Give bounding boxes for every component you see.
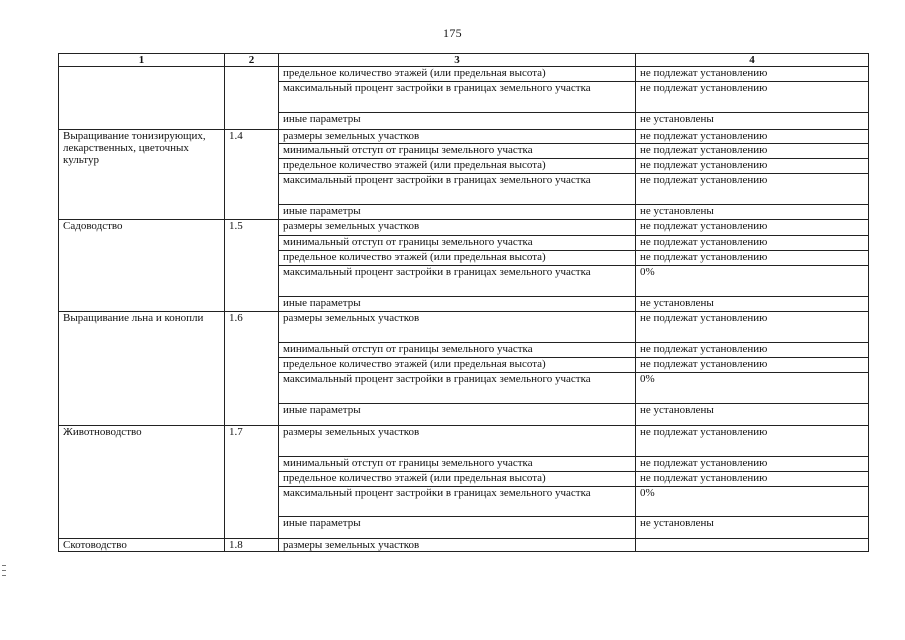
land-use-code: 1.6 bbox=[225, 312, 279, 426]
edge-mark bbox=[2, 570, 6, 571]
parameter-value: 0% bbox=[636, 487, 869, 517]
table-header-row bbox=[59, 54, 869, 67]
parameter-value: не подлежат установлению bbox=[636, 426, 869, 457]
land-use-code: 1.4 bbox=[225, 130, 279, 220]
parameter-name: предельное количество этажей (или предельная высота) bbox=[279, 251, 636, 266]
land-use-code bbox=[225, 67, 279, 130]
parameter-value: не установлены bbox=[636, 517, 869, 539]
parameter-value: не подлежат установлению bbox=[636, 457, 869, 472]
land-use-name: Скотоводство bbox=[59, 539, 225, 552]
header-col-1: 1 bbox=[59, 54, 225, 67]
parameter-name: максимальный процент застройки в границах земельного участка bbox=[279, 266, 636, 297]
parameter-name: предельное количество этажей (или предельная высота) bbox=[279, 67, 636, 82]
parameter-value: не установлены bbox=[636, 297, 869, 312]
parameter-value: 0% bbox=[636, 266, 869, 297]
regulations-table bbox=[58, 53, 869, 552]
land-use-code: 1.7 bbox=[225, 426, 279, 539]
parameter-name: размеры земельных участков bbox=[279, 312, 636, 343]
parameter-value: 0% bbox=[636, 373, 869, 404]
parameter-value: не подлежат установлению bbox=[636, 220, 869, 236]
table-body bbox=[59, 67, 869, 552]
parameter-value: не подлежат установлению bbox=[636, 67, 869, 82]
parameter-name: максимальный процент застройки в границах земельного участка bbox=[279, 373, 636, 404]
parameter-name: минимальный отступ от границы земельного участка bbox=[279, 236, 636, 251]
table-row bbox=[59, 539, 869, 552]
header-col-3: 3 bbox=[279, 54, 636, 67]
land-use-code: 1.5 bbox=[225, 220, 279, 312]
parameter-name: максимальный процент застройки в границах земельного участка bbox=[279, 487, 636, 517]
land-use-name: Садоводство bbox=[59, 220, 225, 312]
edge-mark bbox=[2, 565, 6, 566]
land-use-code: 1.8 bbox=[225, 539, 279, 552]
edge-mark bbox=[2, 575, 6, 576]
land-use-name: Животноводство bbox=[59, 426, 225, 539]
parameter-value: не подлежат установлению bbox=[636, 144, 869, 159]
parameter-value: не подлежат установлению bbox=[636, 174, 869, 205]
parameter-name: иные параметры bbox=[279, 404, 636, 426]
header-col-2: 2 bbox=[225, 54, 279, 67]
page-number: 175 bbox=[443, 26, 462, 40]
parameter-name: размеры земельных участков bbox=[279, 426, 636, 457]
parameter-name: размеры земельных участков bbox=[279, 130, 636, 144]
parameter-name: предельное количество этажей (или предельная высота) bbox=[279, 472, 636, 487]
parameter-value: не установлены bbox=[636, 404, 869, 426]
parameter-value: не подлежат установлению bbox=[636, 82, 869, 113]
parameter-name: иные параметры bbox=[279, 205, 636, 220]
parameter-value: не установлены bbox=[636, 113, 869, 130]
parameter-name: минимальный отступ от границы земельного участка bbox=[279, 457, 636, 472]
parameter-name: иные параметры bbox=[279, 297, 636, 312]
land-use-name: Выращивание льна и конопли bbox=[59, 312, 225, 426]
parameter-name: иные параметры bbox=[279, 113, 636, 130]
parameter-value: не установлены bbox=[636, 205, 869, 220]
parameter-value: не подлежат установлению bbox=[636, 251, 869, 266]
header-col-4: 4 bbox=[636, 54, 869, 67]
parameter-name: максимальный процент застройки в границах земельного участка bbox=[279, 174, 636, 205]
parameter-value: не подлежат установлению bbox=[636, 312, 869, 343]
table-row bbox=[59, 312, 869, 343]
parameter-name: размеры земельных участков bbox=[279, 220, 636, 236]
parameter-name: размеры земельных участков bbox=[279, 539, 636, 552]
parameter-value: не подлежат установлению bbox=[636, 358, 869, 373]
table-row bbox=[59, 67, 869, 82]
parameter-value: не подлежат установлению bbox=[636, 343, 869, 358]
table-row bbox=[59, 130, 869, 144]
parameter-name: минимальный отступ от границы земельного участка bbox=[279, 144, 636, 159]
parameter-value bbox=[636, 539, 869, 552]
land-use-name: Выращивание тонизирующих, лекарственных, цветочных культур bbox=[59, 130, 225, 220]
table-row bbox=[59, 426, 869, 457]
parameter-name: предельное количество этажей (или предельная высота) bbox=[279, 358, 636, 373]
parameter-name: минимальный отступ от границы земельного участка bbox=[279, 343, 636, 358]
parameter-value: не подлежат установлению bbox=[636, 472, 869, 487]
land-use-name bbox=[59, 67, 225, 130]
parameter-value: не подлежат установлению bbox=[636, 159, 869, 174]
parameter-name: максимальный процент застройки в границах земельного участка bbox=[279, 82, 636, 113]
parameter-name: иные параметры bbox=[279, 517, 636, 539]
parameter-name: предельное количество этажей (или предельная высота) bbox=[279, 159, 636, 174]
table-row bbox=[59, 220, 869, 236]
parameter-value: не подлежат установлению bbox=[636, 236, 869, 251]
parameter-value: не подлежат установлению bbox=[636, 130, 869, 144]
